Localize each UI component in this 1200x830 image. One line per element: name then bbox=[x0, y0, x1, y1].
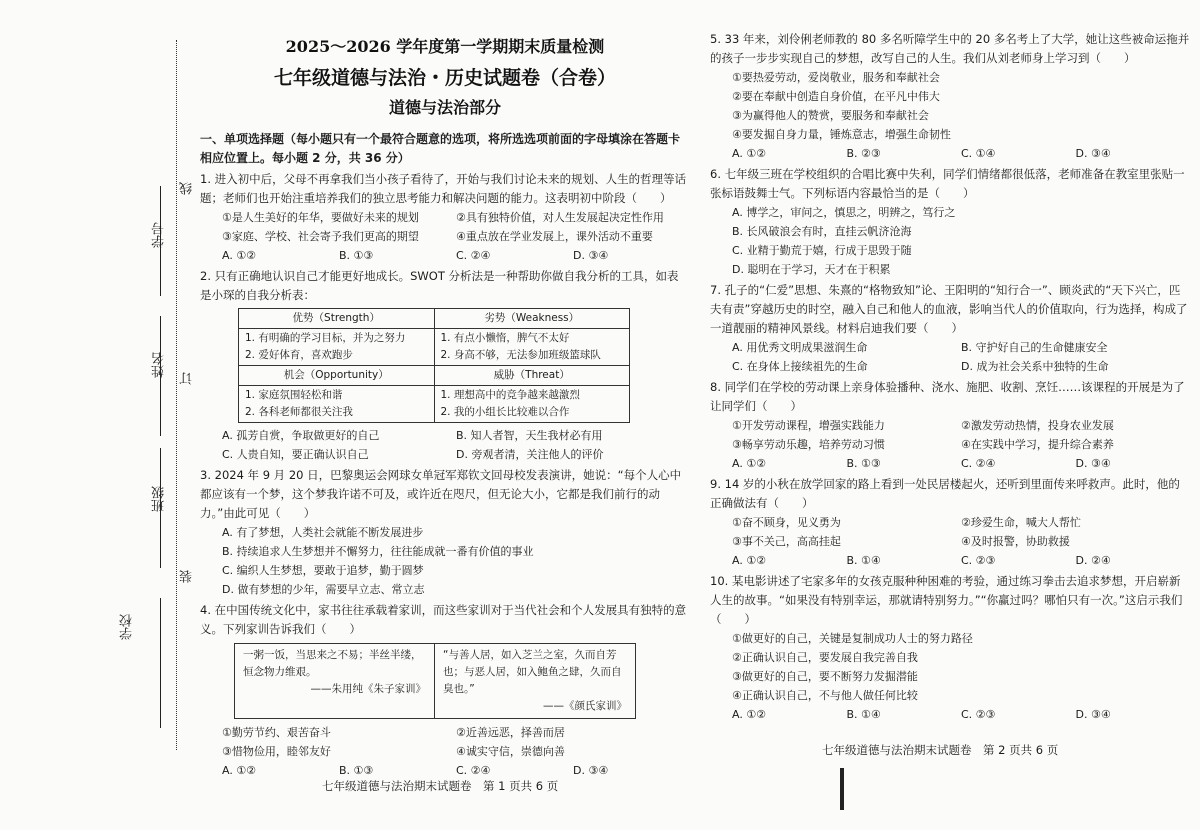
option-a: A. ①② bbox=[732, 147, 767, 160]
statement-3: ③事不关己，高高挂起 bbox=[732, 535, 841, 548]
weakness-cell bbox=[434, 329, 630, 366]
statement-4: ④诚实守信，崇德向善 bbox=[456, 745, 565, 758]
question-stem: 2. 只有正确地认识自己才能更好地成长。SWOT 分析法是一种帮助你做自我分析的工具，如表是小琛的自我分析表： bbox=[200, 269, 679, 302]
option-a: A. 有了梦想，人类社会就能不断发展进步 bbox=[222, 526, 424, 539]
statement-3: ③做更好的自己，要不断努力发掘潜能 bbox=[732, 670, 918, 683]
statement-4: ④正确认识自己，不与他人做任何比较 bbox=[732, 689, 918, 702]
question-stem: 4. 在中国传统文化中，家书往往承载着家训，而这些家训对于当代社会和个人发展具有独特的意义。下列家训告诉我们（ ） bbox=[200, 603, 687, 636]
strength-item: 2. 爱好体育，喜欢跑步 bbox=[245, 349, 353, 361]
page-1-footer: 七年级道德与法治期末试题卷 第 1 页共 6 页 bbox=[322, 779, 559, 793]
statement-4: ④重点放在学业发展上，课外活动不重要 bbox=[456, 230, 653, 243]
option-d: D. 旁观者清，关注他人的评价 bbox=[456, 448, 604, 461]
scan-mark bbox=[840, 768, 844, 810]
question-9 bbox=[710, 475, 1190, 570]
statement-4: ④在实践中学习，提升综合素养 bbox=[961, 438, 1114, 451]
section-1-instructions: 一、单项选择题（每小题只有一个最符合题意的选项，将所选选项前面的字母填涂在答题卡相应位置上。每小题 2 分，共 36 分） bbox=[200, 132, 681, 165]
option-d: D. ③④ bbox=[573, 764, 609, 777]
option-a: A. 用优秀文明成果滋润生命 bbox=[732, 341, 868, 354]
statement-2: ②具有独特价值，对人生发展起决定性作用 bbox=[456, 211, 664, 224]
option-b: B. ①④ bbox=[846, 554, 881, 567]
opportunity-header: 机会（Opportunity） bbox=[239, 366, 435, 386]
statement-4: ④要发掘自身力量，锤炼意志，增强生命韧性 bbox=[732, 128, 951, 141]
option-a: A. ①② bbox=[732, 708, 767, 721]
threat-item: 1. 理想高中的竞争越来越激烈 bbox=[440, 389, 580, 401]
option-d: D. 成为社会关系中独特的生命 bbox=[961, 360, 1109, 373]
statement-3: ③惜物俭用，睦邻友好 bbox=[222, 745, 331, 758]
page-2-footer: 七年级道德与法治期末试题卷 第 2 页共 6 页 bbox=[822, 743, 1059, 757]
option-c: C. 人贵自知，要正确认识自己 bbox=[222, 448, 369, 461]
question-stem: 6. 七年级三班在学校组织的合唱比赛中失利，同学们情绪都很低落，老师准备在教室里张贴一张标语鼓舞士气。下列标语内容最恰当的是（ ） bbox=[710, 167, 1185, 200]
option-c: C. 业精于勤荒于嬉，行成于思毁于随 bbox=[732, 244, 912, 257]
question-2 bbox=[200, 267, 690, 464]
question-stem: 1. 进入初中后，父母不再拿我们当小孩子看待了，开始与我们讨论未来的规划、人生的哲理等话题；老师们也开始注重培养我们的独立思考能力和解决问题的能力。这表明初中阶段（ ） bbox=[200, 172, 687, 205]
opportunity-item: 2. 各科老师都很关注我 bbox=[245, 406, 353, 418]
motto-source: ——《颜氏家训》 bbox=[543, 700, 627, 712]
option-a: A. ①② bbox=[732, 554, 767, 567]
statement-1: ①要热爱劳动，爱岗敬业，服务和奉献社会 bbox=[732, 71, 940, 84]
question-4 bbox=[200, 601, 690, 780]
option-c: C. ①④ bbox=[961, 147, 996, 160]
page-2 bbox=[710, 28, 1190, 724]
statement-3: ③为赢得他人的赞赏，要服务和奉献社会 bbox=[732, 109, 929, 122]
statement-1: ①勤劳节约、艰苦奋斗 bbox=[222, 726, 331, 739]
threat-item: 2. 我的小组长比较难以合作 bbox=[440, 406, 570, 418]
strength-cell bbox=[239, 329, 435, 366]
option-c: C. ②③ bbox=[961, 708, 996, 721]
option-b: B. ①③ bbox=[339, 249, 374, 262]
option-b: B. ②③ bbox=[846, 147, 881, 160]
seal-zhuang-label: 装 bbox=[180, 570, 195, 583]
motto-source: ——朱用纯《朱子家训》 bbox=[310, 683, 426, 695]
option-a: A. ①② bbox=[222, 764, 257, 777]
option-b: B. 守护好自己的生命健康安全 bbox=[961, 341, 1108, 354]
statement-1: ①是人生美好的年华，要做好未来的规划 bbox=[222, 211, 419, 224]
question-stem: 9. 14 岁的小秋在放学回家的路上看到一处民居楼起火，还听到里面传来呼救声。此时，他的正确做法有（ ） bbox=[710, 477, 1180, 510]
question-8 bbox=[710, 378, 1190, 473]
question-stem: 8. 同学们在学校的劳动课上亲身体验播种、浇水、施肥、收割、烹饪……该课程的开展是为了让同学们（ ） bbox=[710, 380, 1185, 413]
option-c: C. ②④ bbox=[961, 457, 996, 470]
seal-ding-label: 订 bbox=[180, 372, 195, 385]
statement-2: ②近善远恶，择善而居 bbox=[456, 726, 565, 739]
seal-xian-label: 线 bbox=[180, 182, 195, 195]
question-5 bbox=[710, 30, 1190, 163]
threat-cell bbox=[434, 386, 630, 423]
option-d: D. 聪明在于学习，天才在于积累 bbox=[732, 263, 891, 276]
statement-3: ③畅享劳动乐趣，培养劳动习惯 bbox=[732, 438, 885, 451]
binding-dotted-line bbox=[176, 40, 177, 750]
name-label: 姓名 bbox=[152, 352, 167, 378]
question-3 bbox=[200, 466, 690, 599]
option-d: D. ③④ bbox=[1075, 457, 1111, 470]
option-b: B. ①④ bbox=[846, 708, 881, 721]
option-c: C. 在身体上接续祖先的生命 bbox=[732, 360, 868, 373]
section-heading: 道德与法治部分 bbox=[388, 98, 501, 117]
option-a: A. 博学之，审问之，慎思之，明辨之，笃行之 bbox=[732, 206, 956, 219]
statement-2: ②正确认识自己，要发展自我完善自我 bbox=[732, 651, 918, 664]
question-10 bbox=[710, 572, 1190, 724]
option-d: D. ③④ bbox=[1075, 147, 1111, 160]
question-7 bbox=[710, 281, 1190, 376]
option-b: B. 长风破浪会有时，直挂云帆济沧海 bbox=[732, 225, 912, 238]
exam-title: 2025～2026 学年度第一学期期末质量检测 bbox=[285, 37, 605, 56]
option-b: B. 持续追求人生梦想并不懈努力，往往能成就一番有价值的事业 bbox=[222, 545, 534, 558]
option-a: A. 孤芳自赏，争取做更好的自己 bbox=[222, 429, 380, 442]
option-b: B. ①③ bbox=[846, 457, 881, 470]
option-a: A. ①② bbox=[222, 249, 257, 262]
weakness-header: 劣势（Weakness） bbox=[434, 309, 630, 329]
threat-header: 威胁（Threat） bbox=[434, 366, 630, 386]
motto-text: “与善人居，如入芝兰之室，久而自芳也；与恶人居，如入鲍鱼之肆，久而自臭也。” bbox=[443, 649, 622, 695]
statement-1: ①做更好的自己，关键是复制成功人士的努力路径 bbox=[732, 632, 973, 645]
option-c: C. ②③ bbox=[961, 554, 996, 567]
question-6 bbox=[710, 165, 1190, 279]
exam-subtitle: 七年级道德与法治・历史试题卷（合卷） bbox=[273, 67, 616, 89]
question-stem: 3. 2024 年 9 月 20 日，巴黎奥运会网球女单冠军郑钦文回母校发表演讲，她说：“每个人心中都应该有一个梦，这个梦我许诺不可及，或许近在咫尺，但无论大小，它都是我们前行的动力。”由此可见（ ） bbox=[200, 468, 682, 520]
opportunity-item: 1. 家庭氛围轻松和谐 bbox=[245, 389, 343, 401]
statement-1: ①奋不顾身，见义勇为 bbox=[732, 516, 841, 529]
family-motto-box bbox=[234, 643, 636, 719]
option-d: D. ③④ bbox=[1075, 708, 1111, 721]
option-d: D. ③④ bbox=[573, 249, 609, 262]
option-c: C. ②④ bbox=[456, 249, 491, 262]
question-1 bbox=[200, 170, 690, 265]
option-d: D. 做有梦想的少年，需要早立志、常立志 bbox=[222, 583, 425, 596]
statement-4: ④及时报警，协助救援 bbox=[961, 535, 1070, 548]
page-1 bbox=[200, 28, 690, 780]
school-label: 学校 bbox=[120, 614, 135, 640]
motto-left bbox=[235, 644, 435, 718]
question-stem: 7. 孔子的“仁爱”思想、朱熹的“格物致知”论、王阳明的“知行合一”、顾炎武的“天下兴亡，匹夫有责”穿越历史的时空，融入自己和他人的血液，影响当代人的价值取向，行为选择，构成了一道靓丽的精神风景线。材料启迪我们要（ ） bbox=[710, 283, 1188, 335]
question-stem: 5. 33 年来，刘伶俐老师教的 80 多名听障学生中的 20 多名考上了大学，她让这些被命运拖并的孩子一步步实现自己的梦想，改写自己的人生。我们从刘老师身上学习到（ ） bbox=[710, 32, 1190, 65]
statement-2: ②激发劳动热情，投身农业发展 bbox=[961, 419, 1114, 432]
opportunity-cell bbox=[239, 386, 435, 423]
weakness-item: 2. 身高不够，无法参加班级篮球队 bbox=[440, 349, 601, 361]
student-id-label: 学号 bbox=[152, 222, 167, 248]
class-label: 班级 bbox=[152, 486, 167, 512]
binding-margin bbox=[0, 0, 200, 800]
swot-table bbox=[238, 308, 630, 423]
strength-header: 优势（Strength） bbox=[239, 309, 435, 329]
option-b: B. ①③ bbox=[339, 764, 374, 777]
option-a: A. ①② bbox=[732, 457, 767, 470]
statement-2: ②要在奉献中创造自身价值，在平凡中伟大 bbox=[732, 90, 940, 103]
motto-text: 一粥一饭，当思来之不易；半丝半缕，恒念物力维艰。 bbox=[243, 649, 422, 678]
school-underline bbox=[160, 598, 161, 728]
strength-item: 1. 有明确的学习目标，并为之努力 bbox=[245, 332, 406, 344]
statement-2: ②珍爱生命，喊大人帮忙 bbox=[961, 516, 1081, 529]
option-d: D. ②④ bbox=[1075, 554, 1111, 567]
option-c: C. 编织人生梦想，要敢于追梦，勤于圆梦 bbox=[222, 564, 424, 577]
weakness-item: 1. 有点小懒惰，脾气不太好 bbox=[440, 332, 570, 344]
motto-right bbox=[435, 644, 635, 718]
option-b: B. 知人者智，天生我材必有用 bbox=[456, 429, 603, 442]
statement-3: ③家庭、学校、社会寄予我们更高的期望 bbox=[222, 230, 419, 243]
statement-1: ①开发劳动课程，增强实践能力 bbox=[732, 419, 885, 432]
question-stem: 10. 某电影讲述了宅家多年的女孩克服种种困难的考验，通过练习拳击去追求梦想，开启崭新人生的故事。“如果没有特别幸运，那就请特别努力。”“你赢过吗？哪怕只有一次。”这启示我们（ ） bbox=[710, 574, 1183, 626]
option-c: C. ②④ bbox=[456, 764, 491, 777]
